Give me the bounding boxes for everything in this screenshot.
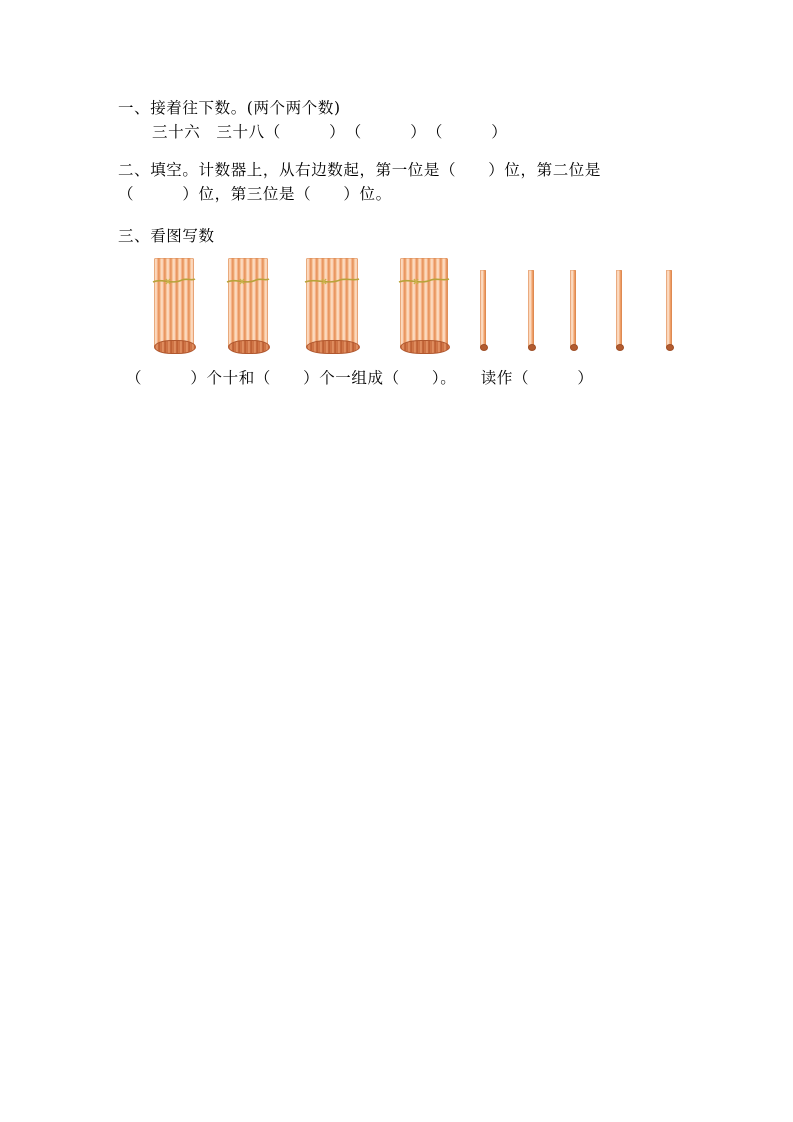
worksheet-content bbox=[118, 96, 718, 402]
stick-bundle-ends bbox=[154, 340, 196, 354]
stick-bundle-1 bbox=[154, 258, 194, 348]
stick-bundle-ends bbox=[228, 340, 270, 354]
question-3-heading: 三、看图写数 bbox=[118, 227, 215, 246]
stick-bundle-2 bbox=[228, 258, 268, 348]
string-tie-icon bbox=[304, 275, 348, 287]
single-stick-2 bbox=[528, 270, 534, 348]
question-3-caption: （ ）个十和（ ）个一组成（ ）。 读作（ ） bbox=[126, 369, 594, 388]
question-2-line-1: 二、填空。计数器上，从右边数起，第一位是（ ）位，第二位是 bbox=[118, 161, 602, 180]
stick-bundle-ends bbox=[400, 340, 450, 354]
question-2 bbox=[118, 158, 718, 206]
question-1-body: 三十六 三十八（ ） （ ） （ ） bbox=[152, 123, 508, 142]
single-stick-end bbox=[570, 344, 578, 351]
stick-bundle-body bbox=[228, 258, 268, 348]
counting-sticks-illustration bbox=[128, 258, 718, 358]
stick-bundle-3 bbox=[306, 258, 358, 348]
question-1 bbox=[118, 96, 718, 144]
single-stick-body bbox=[616, 270, 622, 348]
single-stick-3 bbox=[570, 270, 576, 348]
string-tie-icon bbox=[226, 275, 270, 287]
stick-bundle-4 bbox=[400, 258, 448, 348]
single-stick-1 bbox=[480, 270, 486, 348]
single-stick-end bbox=[616, 344, 624, 351]
single-stick-body bbox=[480, 270, 486, 348]
stick-bundle-ends bbox=[306, 340, 360, 354]
question-2-line-2: （ ）位，第三位是（ ）位。 bbox=[118, 185, 392, 204]
single-stick-4 bbox=[616, 270, 622, 348]
single-stick-5 bbox=[666, 270, 672, 348]
single-stick-end bbox=[528, 344, 536, 351]
string-tie-icon bbox=[398, 275, 442, 287]
question-3 bbox=[118, 224, 718, 388]
stick-bundle-body bbox=[154, 258, 194, 348]
stick-bundle-body bbox=[400, 258, 448, 348]
single-stick-body bbox=[570, 270, 576, 348]
single-stick-end bbox=[480, 344, 488, 351]
single-stick-body bbox=[666, 270, 672, 348]
stick-bundle-body bbox=[306, 258, 358, 348]
single-stick-body bbox=[528, 270, 534, 348]
string-tie-icon bbox=[152, 275, 196, 287]
single-stick-end bbox=[666, 344, 674, 351]
question-1-heading: 一、接着往下数。(两个两个数) bbox=[118, 99, 341, 117]
